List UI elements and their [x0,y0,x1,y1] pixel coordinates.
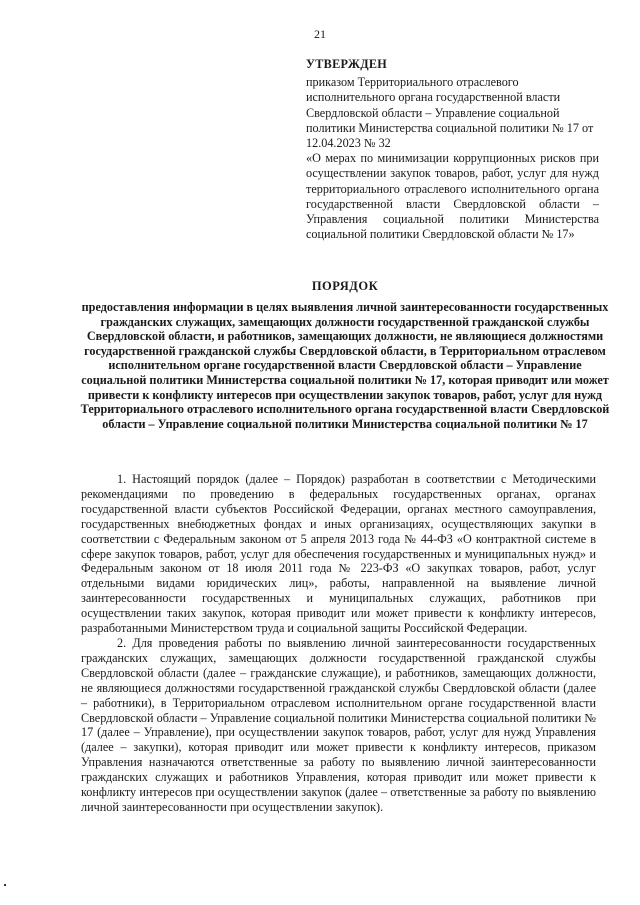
document-title: ПОРЯДОК [311,279,379,293]
approval-label: УТВЕРЖДЕН [306,57,388,71]
document-body [81,472,596,815]
page-number: 21 [314,27,326,41]
document-subtitle: предоставления информации в целях выявления личной заинтересованности государственных гражданских служащих, замещающих должности государственной гражданской службы Свердловской области, и работников, замещающих должности, не являющиеся должностями государственной гражданской службы Свердловской области, в Территориальном отраслевом исполнительном органе государственной власти Свердловской области – Управление социальной политики Министерства социальной политики № 17, которая приводит или может привести к конфликту интересов при осуществлении закупок товаров, работ, услуг для нужд Территориального отраслевого исполнительного органа государственной власти Свердловской области – Управление социальной политики Министерства социальной политики № 17 [80,300,610,431]
paragraph-1: 1. Настоящий порядок (далее – Порядок) разработан в соответствии с Методическими рекомендациями по проведению в федеральных государственных органах, органах государственной власти субъектов Российской Федерации, органах местного самоуправления, государственных внебюджетных фондах и иных организациях, осуществляющих закупки в соответствии с Федеральным законом от 5 апреля 2013 года № 44-ФЗ «О контрактной системе в сфере закупок товаров, работ, услуг для обеспечения государственных и муниципальных нужд» и Федеральным законом от 18 июля 2011 года № 223-ФЗ «О закупках товаров, работ, услуг отдельными видами юридических лиц», работы, направленной на выявление личной заинтересованности государственных и муниципальных служащих, работников при осуществлении таких закупок, которая приводит или может привести к конфликту интересов, разработанными Министерством труда и социальной защиты Российской Федерации. [81,472,596,636]
approval-order-title: «О мерах по минимизации коррупционных рисков при осуществлении закупок товаров, работ, услуг для нужд территориального отраслевого исполнительного органа государственной власти Свердловской области – Управления социальной политики Министерства социальной политики Свердловской области № 17» [306,151,599,242]
document-heading [80,279,610,431]
approval-order: приказом Территориального отраслевого исполнительного органа государственной власти Свердловской области – Управление социальной политики Министерства социальной политики № 17 от 12.04.2023 № 32 [306,75,594,151]
paragraph-2: 2. Для проведения работы по выявлению личной заинтересованности государственных гражданских служащих, замещающих должности государственной гражданской службы Свердловской области (далее – гражданские служащие), и работников, замещающих должности, не являющиеся должностями государственной гражданской службы Свердловской области (далее – работники), в Территориальном отраслевом исполнительном органе государственной власти Свердловской области – Управление социальной политики Министерства социальной политики № 17 (далее – Управление), при осуществлении закупок товаров, работ, услуг для нужд Управления (далее – закупки), которая приводит или может привести к конфликту интересов, приказом Управления назначаются ответственные за работу по выявлению личной заинтересованности гражданских служащих и работников Управления, которая приводит или может привести к конфликту интересов при осуществлении закупок (далее – ответственные за работу по выявлению личной заинтересованности при осуществлении закупок). [81,635,596,814]
approval-block [306,57,599,242]
scan-dot [4,884,6,886]
